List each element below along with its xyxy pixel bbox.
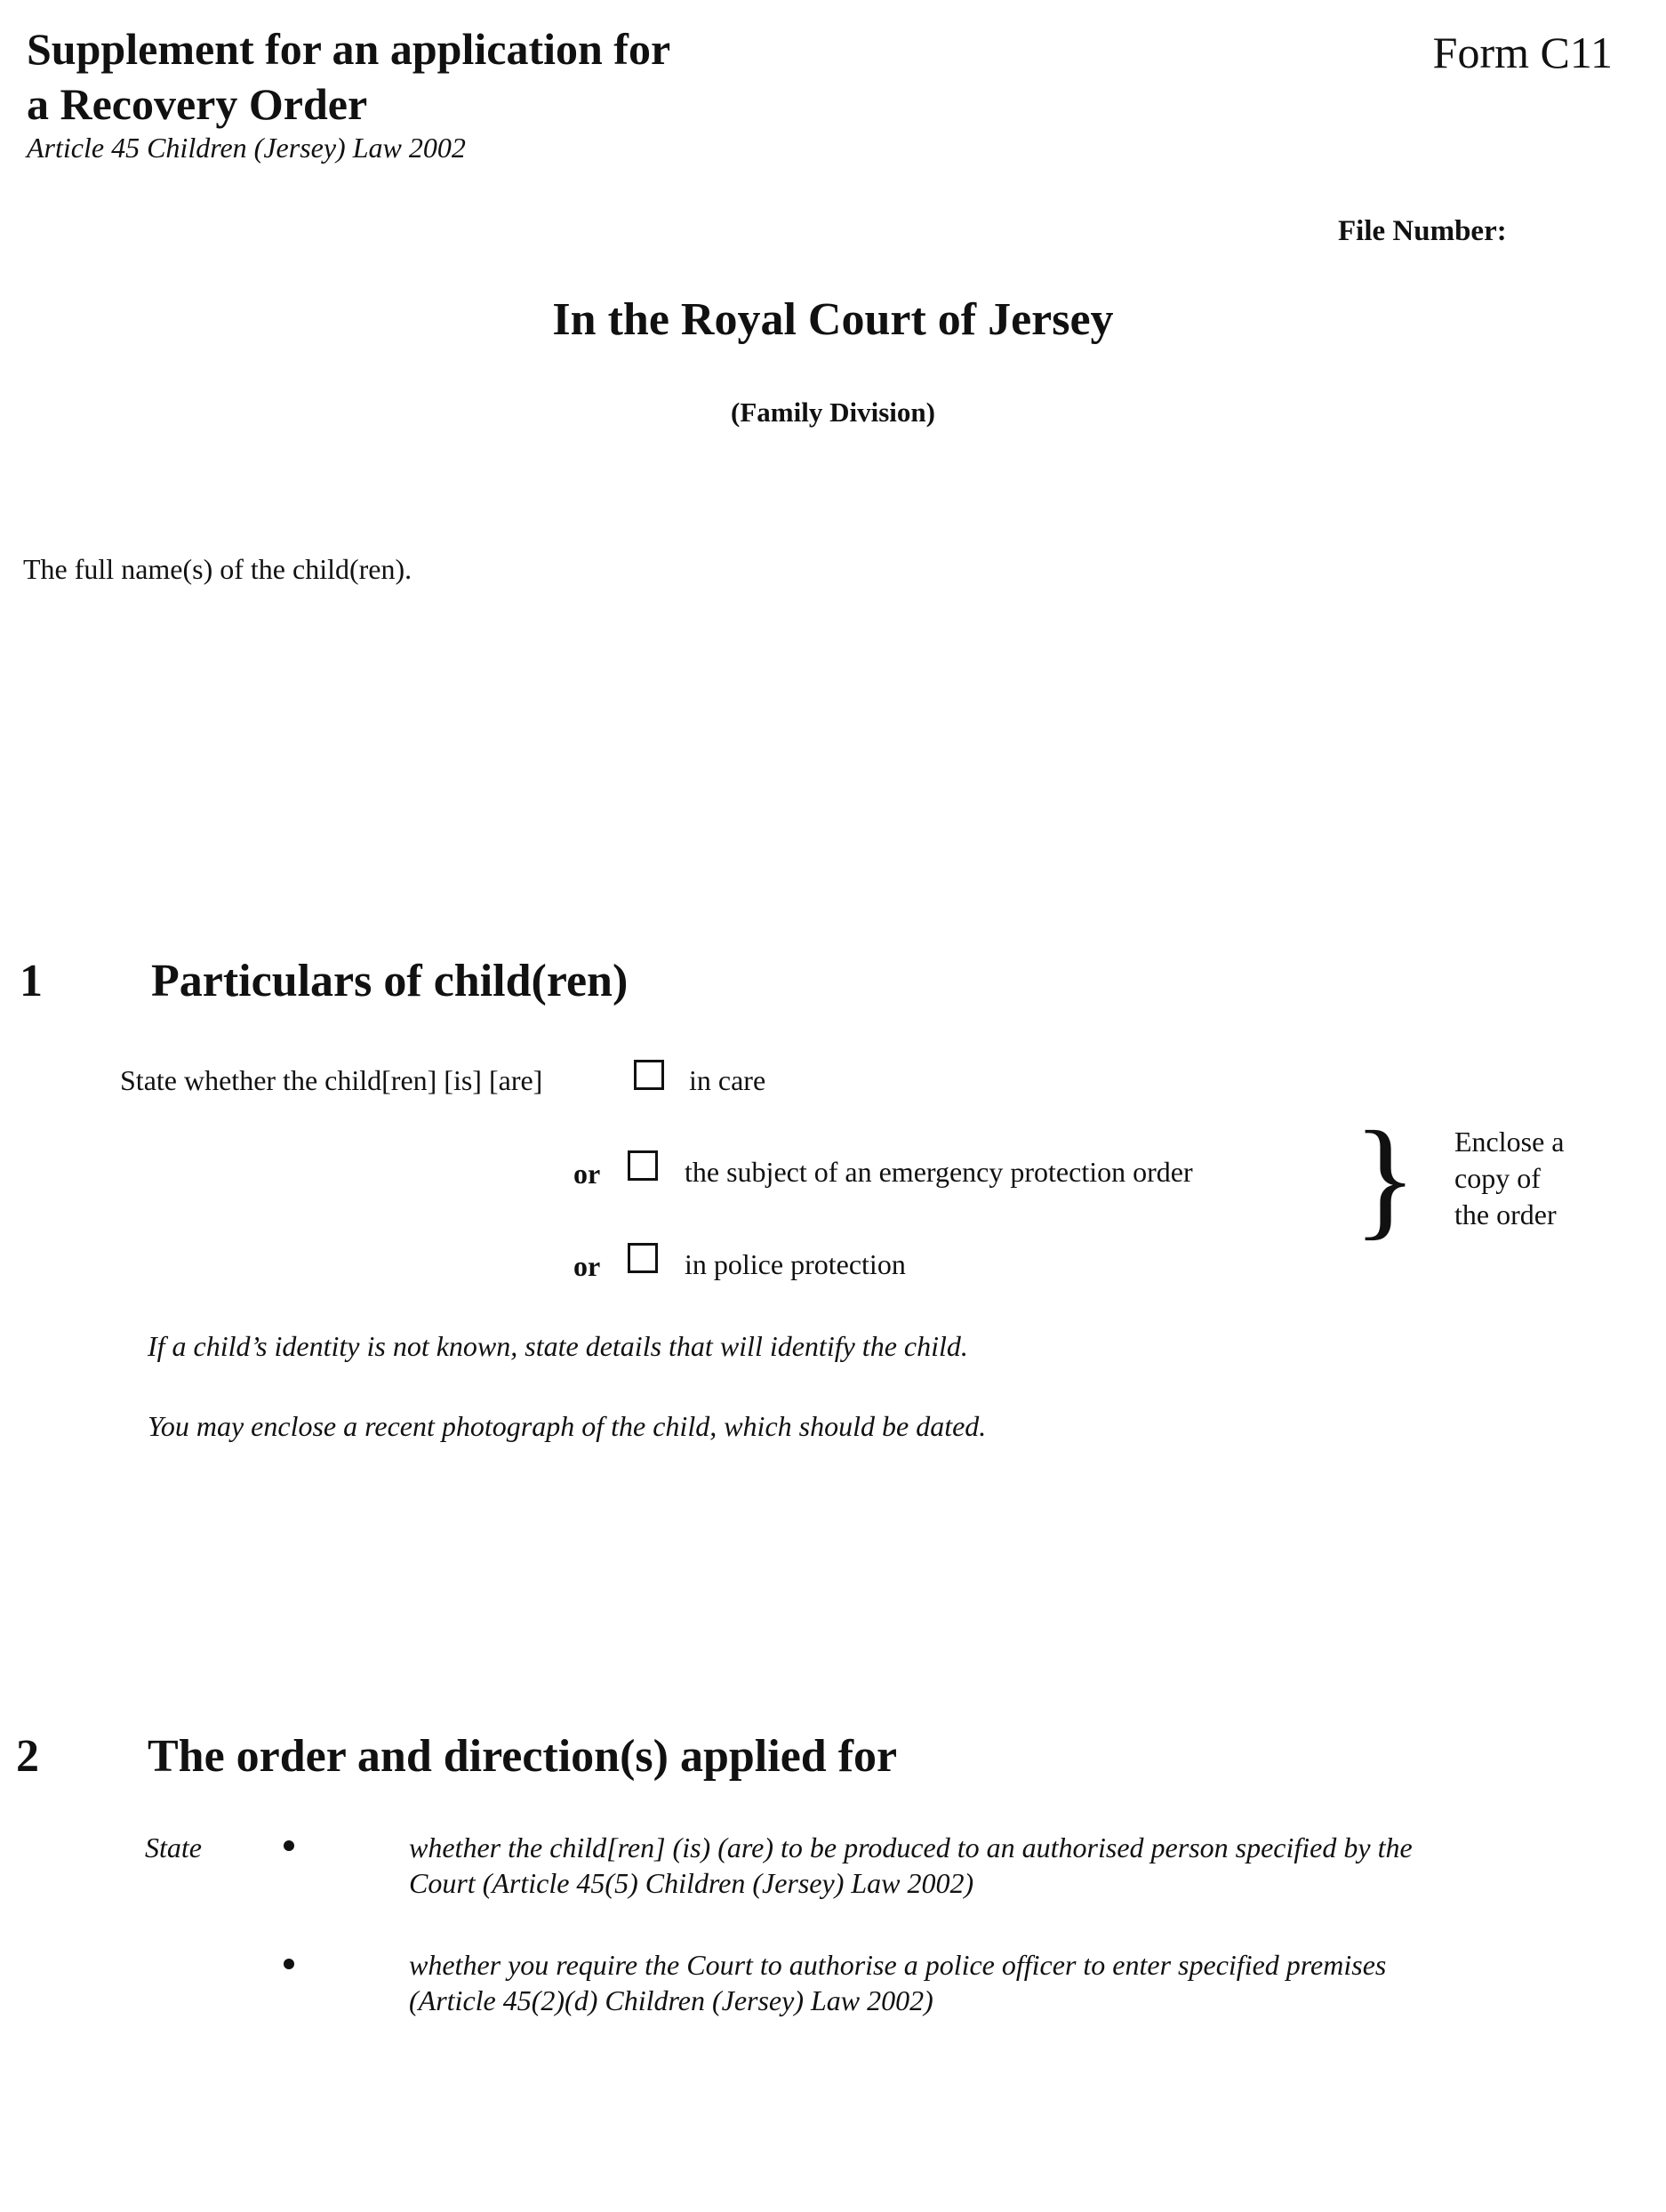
state-prompt: State whether the child[ren] [is] [are] bbox=[120, 1064, 543, 1096]
photograph-note: You may enclose a recent photograph of the child, which should be dated. bbox=[148, 1410, 987, 1442]
or-label-1: or bbox=[573, 1158, 601, 1190]
state-label: State bbox=[145, 1831, 202, 1863]
form-title-line-2: a Recovery Order bbox=[27, 79, 368, 129]
bullet-item-1 bbox=[409, 1830, 1618, 1901]
court-division: (Family Division) bbox=[731, 397, 935, 428]
police-protection-label: in police protection bbox=[685, 1248, 906, 1280]
bullet-item-1-line-2: Court (Article 45(5) Children (Jersey) Law 2002) bbox=[409, 1867, 974, 1899]
emergency-protection-label: the subject of an emergency protection order bbox=[685, 1156, 1193, 1188]
enclose-note-line-3: the order bbox=[1454, 1198, 1557, 1230]
bullet-item-2-line-2: (Article 45(2)(d) Children (Jersey) Law 2002) bbox=[409, 1984, 933, 2016]
court-name: In the Royal Court of Jersey bbox=[552, 294, 1114, 345]
bullet-icon bbox=[284, 1840, 294, 1851]
section-2-title: The order and direction(s) applied for bbox=[148, 1731, 898, 1782]
bullet-icon bbox=[284, 1959, 294, 1969]
in-care-label: in care bbox=[689, 1064, 766, 1096]
section-2-number: 2 bbox=[16, 1731, 39, 1782]
form-code: Form C11 bbox=[1432, 28, 1613, 77]
police-protection-checkbox[interactable] bbox=[628, 1243, 658, 1273]
form-title-line-1: Supplement for an application for bbox=[27, 24, 671, 74]
child-fullname-prompt: The full name(s) of the child(ren). bbox=[23, 553, 412, 585]
section-1-title: Particulars of child(ren) bbox=[151, 956, 629, 1006]
bullet-item-1-line-1: whether the child[ren] (is) (are) to be produced to an authorised person specified by the bbox=[409, 1831, 1413, 1863]
in-care-checkbox[interactable] bbox=[634, 1060, 664, 1090]
identity-note: If a child’s identity is not known, state details that will identify the child. bbox=[148, 1330, 968, 1362]
bullet-item-2-line-1: whether you require the Court to authorise a police officer to enter specified premises bbox=[409, 1949, 1387, 1981]
curly-brace-icon: } bbox=[1353, 1104, 1417, 1252]
emergency-protection-checkbox[interactable] bbox=[628, 1150, 658, 1181]
bullet-item-2 bbox=[409, 1947, 1618, 2018]
file-number-label: File Number: bbox=[1338, 215, 1507, 247]
or-label-2: or bbox=[573, 1250, 601, 1282]
form-title bbox=[27, 21, 827, 132]
section-1-number: 1 bbox=[20, 956, 43, 1006]
form-subtitle: Article 45 Children (Jersey) Law 2002 bbox=[27, 132, 466, 164]
enclose-note-line-1: Enclose a bbox=[1454, 1126, 1565, 1158]
enclose-note-line-2: copy of bbox=[1454, 1162, 1541, 1194]
enclose-note bbox=[1454, 1124, 1565, 1233]
